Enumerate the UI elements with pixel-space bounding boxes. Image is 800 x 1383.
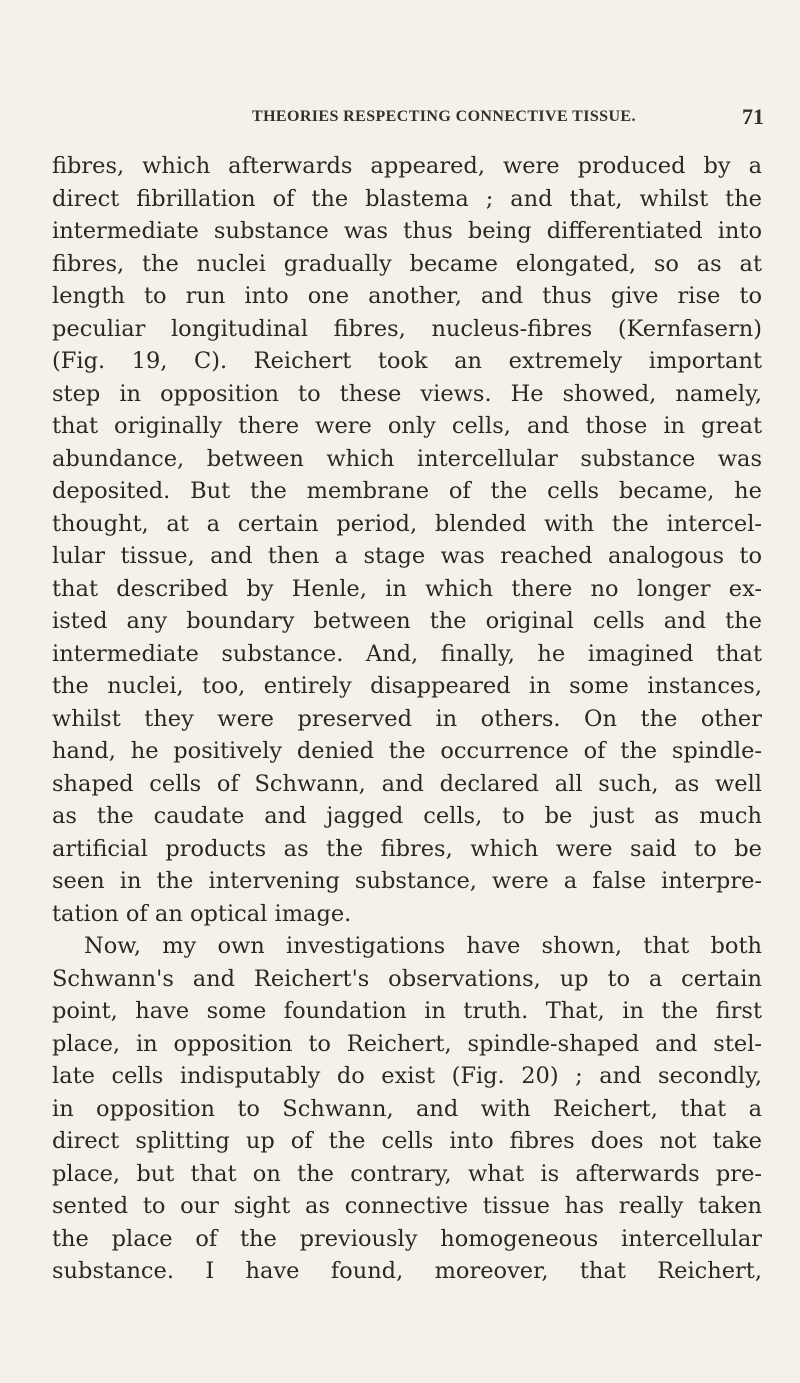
text-line: deposited. But the membrane of the cells became, he [52,478,762,504]
text-line: hand, he positively denied the occurrence of the spindle- [52,738,762,764]
text-line: intermediate substance. And, finally, he imagined that [52,640,762,667]
text-line: seen in the intervening substance, were a false interpre- [52,868,762,894]
text-line: substance. I have found, moreover, that Reichert, [52,1258,762,1284]
text-line: place, in opposition to Reichert, spindle-shaped and stel- [52,1030,762,1057]
text-line: sented to our sight as connective tissue has really taken [52,1193,762,1219]
body-text [52,150,762,1288]
text-line: place, but that on the contrary, what is afterwards pre- [52,1160,762,1187]
text-line: intermediate substance was thus being differentiated into [52,218,762,244]
text-line: isted any boundary between the original cells and the [52,608,762,634]
text-line: point, have some foundation in truth. That, in the first [52,998,762,1024]
text-line: fibres, the nuclei gradually became elongated, so as at [52,250,762,277]
text-line: artificial products as the fibres, which were said to be [52,835,762,862]
text-line: step in opposition to these views. He showed, namely, [52,380,762,407]
text-line: whilst they were preserved in others. On the other [52,705,762,732]
text-line: as the caudate and jagged cells, to be just as much [52,803,762,829]
text-line: the place of the previously homogeneous intercellular [52,1225,762,1252]
paragraph-start-line: Now, my own investigations have shown, that both [84,933,762,959]
text-line: (Fig. 19, C). Reichert took an extremely important [52,348,762,374]
text-line: tation of an optical image. [52,900,352,927]
page-number: 71 [742,104,764,129]
text-line: peculiar longitudinal fibres, nucleus-fibres (Kernfasern) [52,315,762,342]
text-line: direct fibrillation of the blastema ; and that, whilst the [52,185,762,212]
text-line: thought, at a certain period, blended with the intercel- [52,510,762,537]
text-line: that described by Henle, in which there no longer ex- [52,575,762,602]
text-line: Schwann's and Reichert's observations, up to a certain [52,965,762,992]
text-line: that originally there were only cells, and those in great [52,413,762,439]
text-line: direct splitting up of the cells into fibres does not take [52,1128,762,1154]
text-line: shaped cells of Schwann, and declared all such, as well [52,770,762,797]
text-line: late cells indisputably do exist (Fig. 20) ; and secondly, [52,1063,762,1089]
running-title: THEORIES RESPECTING CONNECTIVE TISSUE. [252,108,636,125]
text-line: the nuclei, too, entirely disappeared in some instances, [52,673,762,699]
text-line: fibres, which afterwards appeared, were produced by a [52,153,762,179]
text-line: abundance, between which intercellular substance was [52,445,762,472]
text-line: lular tissue, and then a stage was reached analogous to [52,543,762,569]
text-line: in opposition to Schwann, and with Reichert, that a [52,1095,762,1122]
text-line: length to run into one another, and thus give rise to [52,283,762,309]
